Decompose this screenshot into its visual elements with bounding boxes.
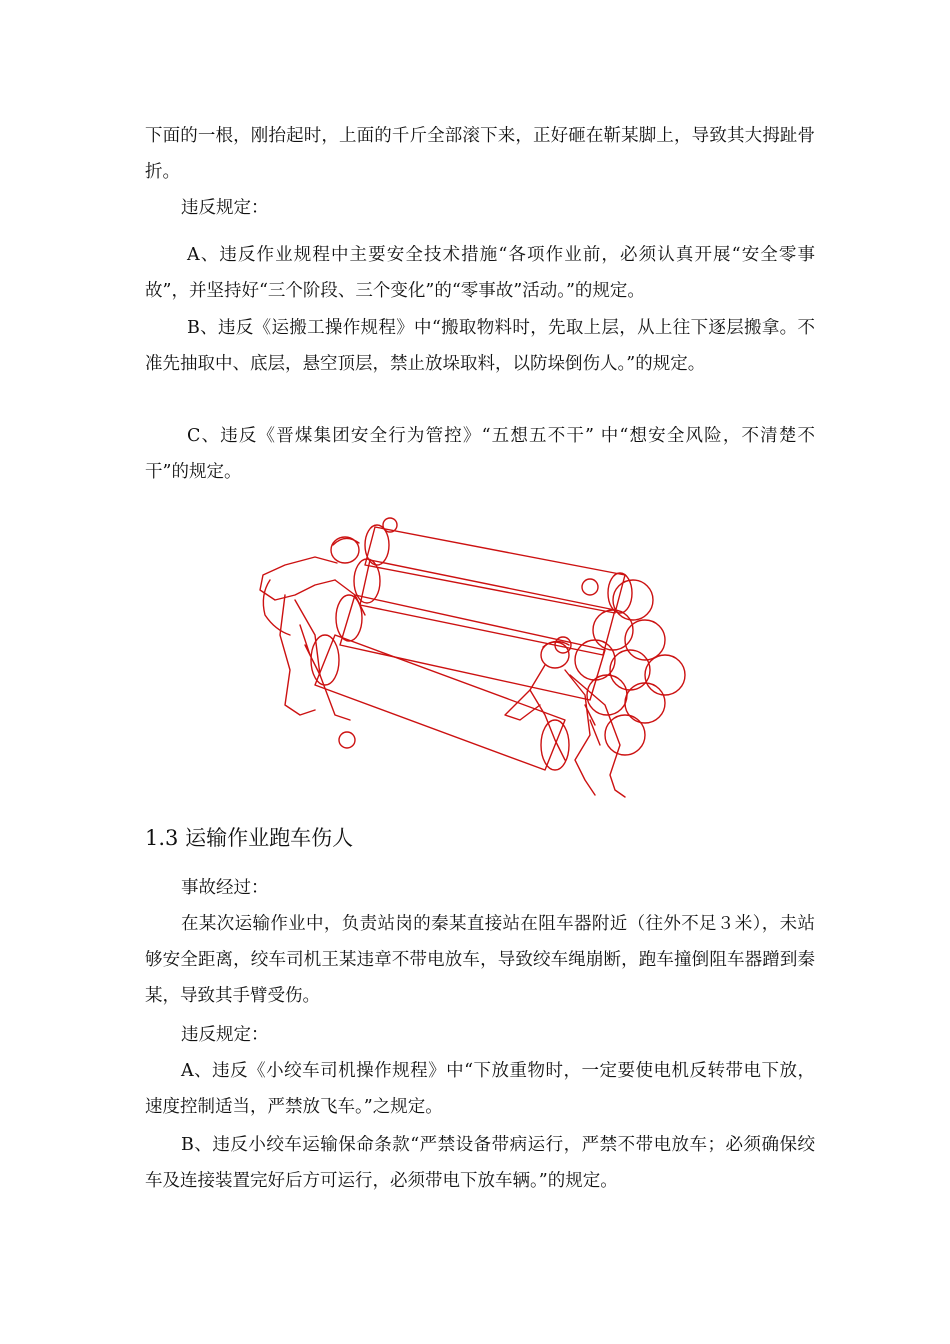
cylinder-bottom [311,635,569,770]
section-heading: 1.3 运输作业跑车伤人 [145,826,354,850]
paragraph-violation-c: C、违反《晋煤集团安全行为管控》“五想五不干” 中“想安全风险，不清楚不干”的规定。 [145,426,815,482]
worker-right [505,641,625,797]
paragraph-accident-continuation: 下面的一根，刚抬起时，上面的千斤全部滚下来，正好砸在靳某脚上，导致其大拇趾骨折。 [145,126,815,182]
paragraph-violation-b: B、违反《运搬工操作规程》中“搬取物料时，先取上层，从上往下逐层搬拿。不准先抽取中、底层，悬空顶层，禁止放垛取料，以防垛倒伤人。”的规定。 [145,318,815,374]
paragraph-violation-b-2: B、违反小绞车运输保命条款“严禁设备带病运行，严禁不带电放车；必须确保绞车及连接装置完好后方可运行，必须带电下放车辆。”的规定。 [145,1135,815,1191]
workers-lifting-jacks-illustration [245,505,705,805]
illustration-svg [245,505,705,805]
paragraph-accident-description: 在某次运输作业中，负责站岗的秦某直接站在阻车器附近（往外不足３米），未站够安全距离，绞车司机王某违章不带电放车，导致绞车绳崩断，跑车撞倒阻车器蹭到秦某，导致其手臂受伤。 [145,914,815,1006]
paragraph-violation-a-2: A、违反《小绞车司机操作规程》中“下放重物时，一定要使电机反转带电下放，速度控制适当，严禁放飞车。”之规定。 [145,1061,815,1117]
paragraph-violation-a: A、违反作业规程中主要安全技术措施“各项作业前，必须认真开展“安全零事故”，并坚持好“三个阶段、三个变化”的“零事故”活动。”的规定。 [145,245,815,301]
paragraph-violation-heading: 违反规定： [181,198,269,218]
cylinder-top [365,518,632,613]
paragraph-accident-heading: 事故经过： [181,878,269,898]
paragraph-violation-heading-2: 违反规定： [181,1025,269,1045]
cylinder-second [354,559,615,655]
worker-left [260,537,365,720]
cylinder-ends-pile [575,580,685,755]
